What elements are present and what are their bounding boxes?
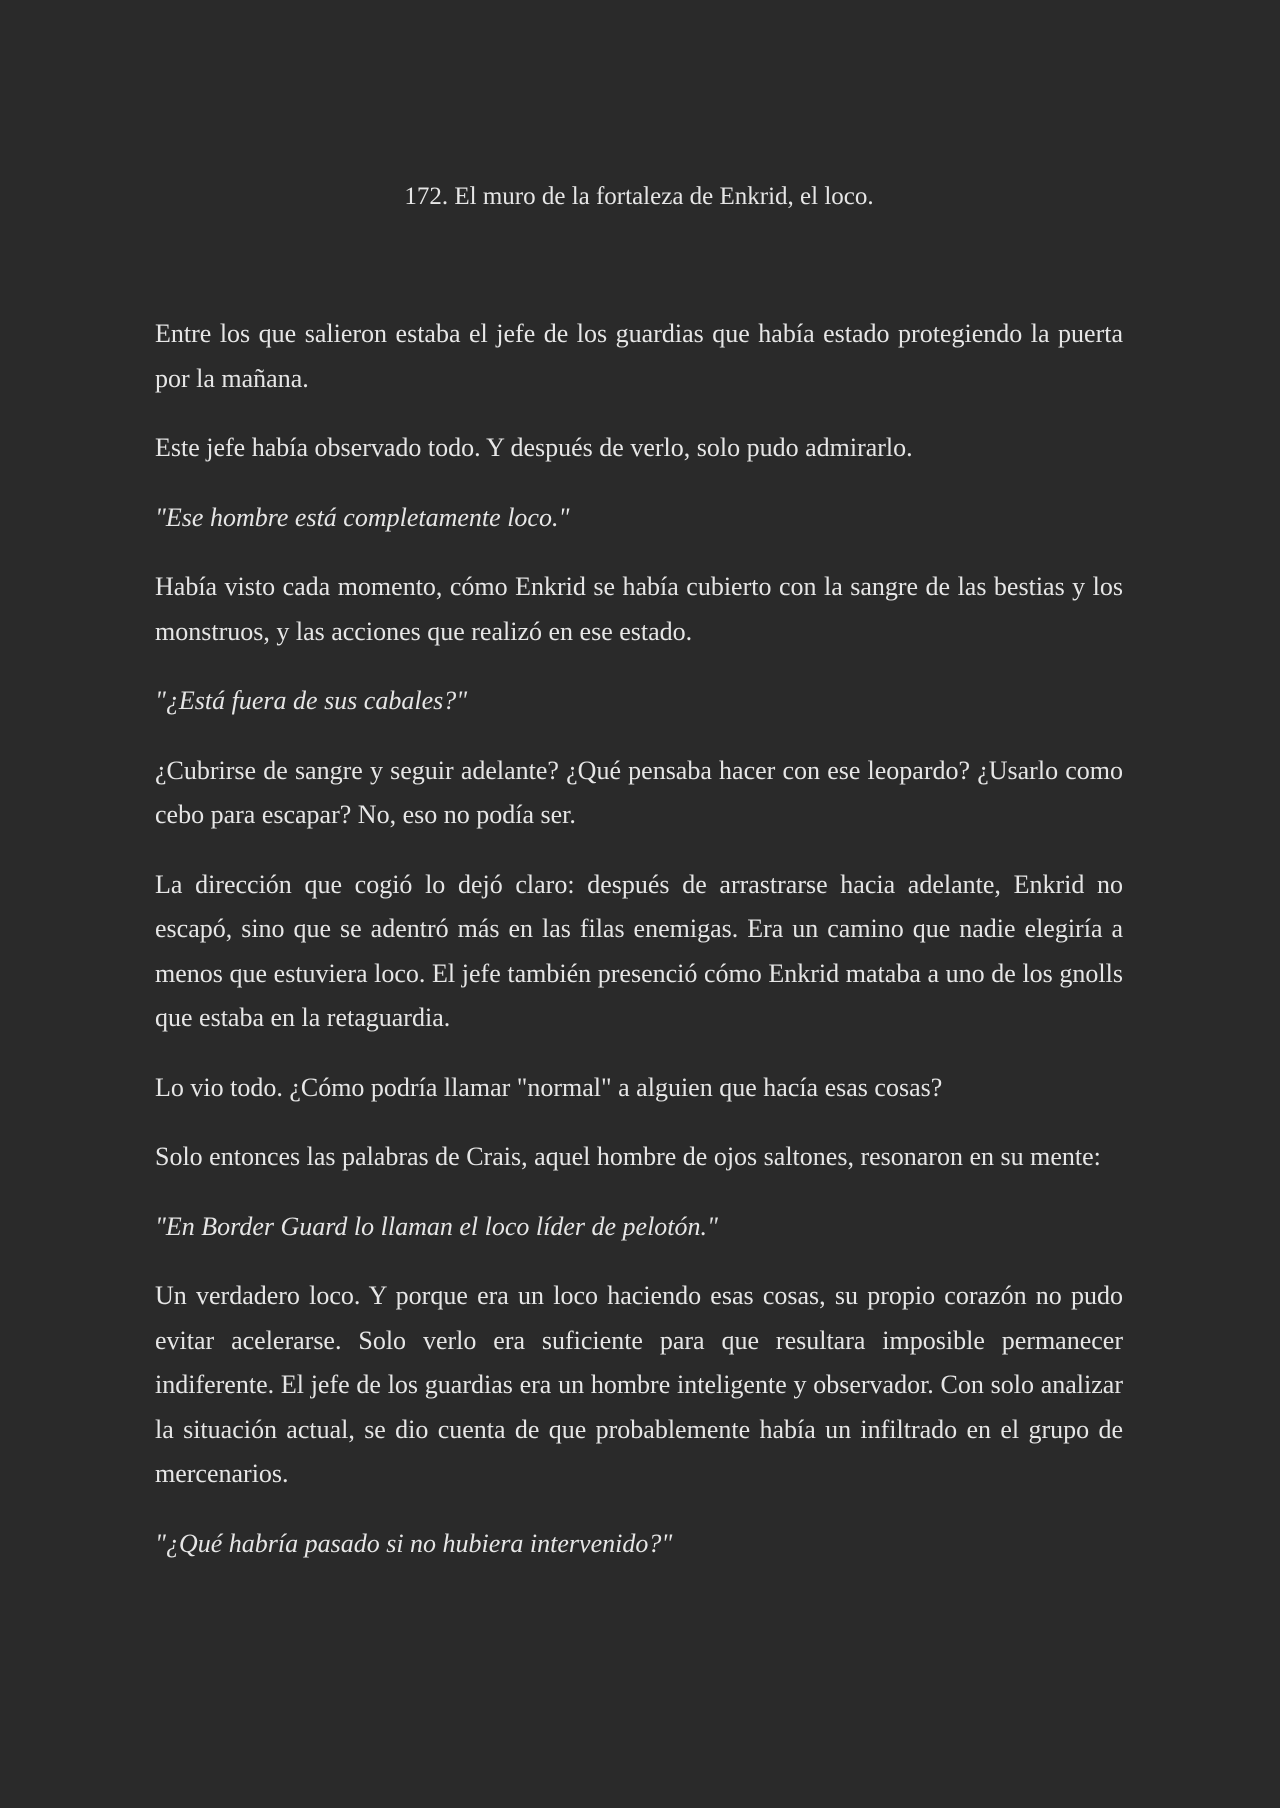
chapter-content [155, 175, 1123, 1591]
paragraph-1: Entre los que salieron estaba el jefe de los guardias que había estado protegiendo la puerta por la mañana. [155, 319, 1123, 393]
paragraph-2: Este jefe había observado todo. Y después de verlo, solo pudo admirarlo. [155, 433, 913, 462]
paragraph-3: Había visto cada momento, cómo Enkrid se había cubierto con la sangre de las bestias y los monstruos, y las acciones que realizó en ese estado. [155, 572, 1123, 646]
thought-3: "En Border Guard lo llaman el loco líder de pelotón." [155, 1211, 718, 1241]
thought-1: "Ese hombre está completamente loco." [155, 502, 570, 532]
paragraph-5: La dirección que cogió lo dejó claro: después de arrastrarse hacia adelante, Enkrid no escapó, sino que se adentró más en las filas enemigas. Era un camino que nadie elegiría a menos que estuviera loco. El jefe también presenció cómo Enkrid mataba a uno de los gnolls que estaba en la retaguardia. [155, 869, 1123, 1032]
thought-4: "¿Qué habría pasado si no hubiera intervenido?" [155, 1528, 673, 1558]
thought-2: "¿Está fuera de sus cabales?" [155, 686, 468, 715]
paragraph-6: Lo vio todo. ¿Cómo podría llamar "normal" a alguien que hacía esas cosas? [155, 1072, 943, 1102]
paragraph-8: Un verdadero loco. Y porque era un loco haciendo esas cosas, su propio corazón no pudo evitar acelerarse. Solo verlo era suficiente para que resultara imposible permanecer indiferente. El jefe de los guardias era un hombre inteligente y observador. Con solo analizar la situación actual, se dio cuenta de que probablemente había un infiltrado en el grupo de mercenarios. [155, 1281, 1123, 1488]
paragraph-7: Solo entonces las palabras de Crais, aquel hombre de ojos saltones, resonaron en su mente: [155, 1142, 1101, 1171]
paragraph-4: ¿Cubrirse de sangre y seguir adelante? ¿Qué pensaba hacer con ese leopardo? ¿Usarlo como cebo para escapar? No, eso no podía ser. [155, 755, 1123, 829]
chapter-title: 172. El muro de la fortaleza de Enkrid, el loco. [404, 183, 874, 210]
